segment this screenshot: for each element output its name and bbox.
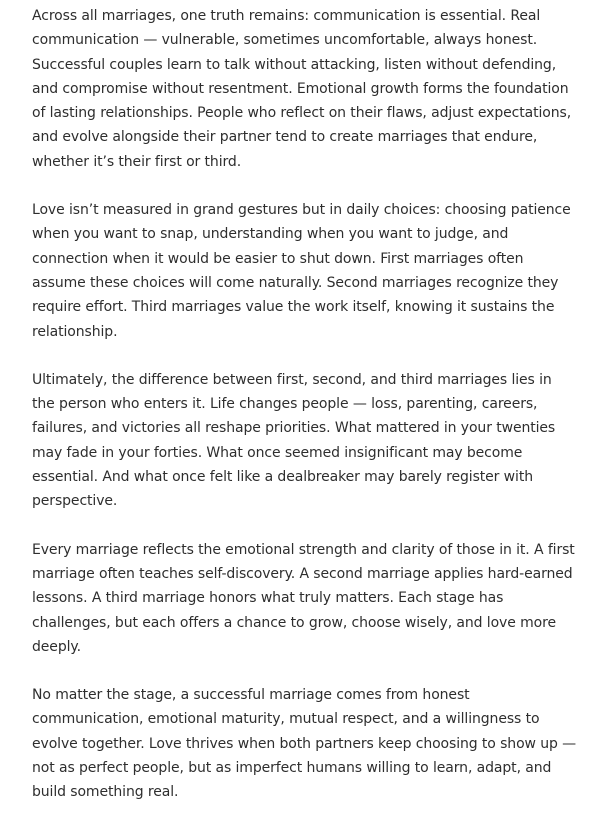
paragraph-emotional-strength: Every marriage reflects the emotional strength and clarity of those in it. A first marriage often teaches self-discovery. A second marriage applies hard-earned lessons. A third marriage honors what truly matters. Each stage has challenges, but each offers a chance to grow, choose wisely, and love more deeply. (32, 541, 575, 655)
paragraph-communication: Across all marriages, one truth remains: communication is essential. Real communication — vulnerable, sometimes uncomfortable, always honest. Successful couples learn to talk without attacking, listen without defending, and compromise without resentment. Emotional growth forms the foundation of lasting relationships. People who reflect on their flaws, adjust expectations, and evolve alongside their partner tend to create marriages that endure, whether it’s their first or third. (32, 8, 572, 170)
paragraph-conclusion: No matter the stage, a successful marriage comes from honest communication, emotional maturity, mutual respect, and a willingness to evolve together. Love thrives when both partners keep choosing to show up — not as perfect people, but as imperfect humans willing to learn, adapt, and build something real. (32, 687, 577, 801)
article-body (32, 4, 577, 829)
paragraph-differences: Ultimately, the difference between first, second, and third marriages lies in the person who enters it. Life changes people — loss, parenting, careers, failures, and victories all reshape priorities. What mattered in your twenties may fade in your forties. What once seemed insignificant may become essential. And what once felt like a dealbreaker may barely register with perspective. (32, 371, 556, 510)
paragraph-daily-choices: Love isn’t measured in grand gestures but in daily choices: choosing patience when you want to snap, understanding when you want to judge, and connection when it would be easier to shut down. First marriages often assume these choices will come naturally. Second marriages recognize they require effort. Third marriages value the work itself, knowing it sustains the relationship. (32, 202, 571, 340)
